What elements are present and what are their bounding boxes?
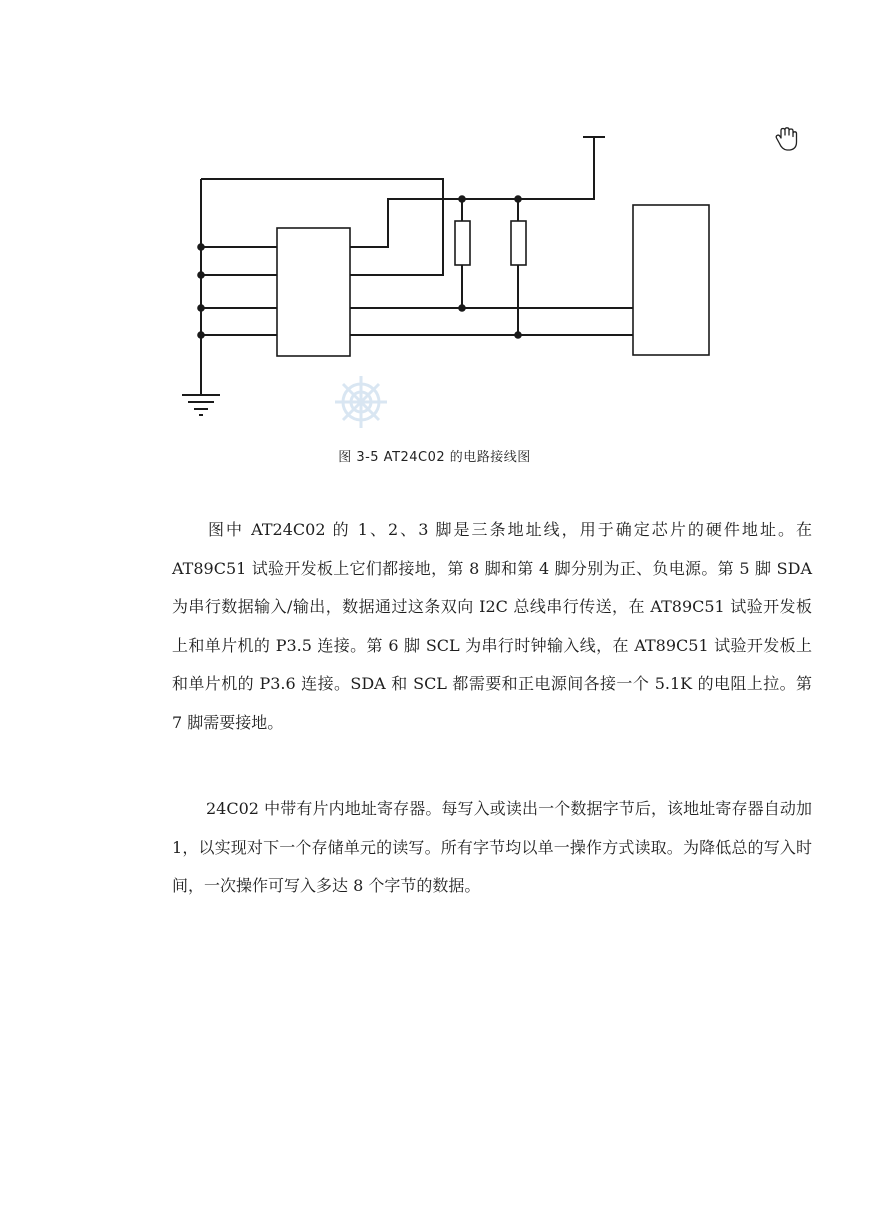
paragraph-address-register — [172, 790, 812, 906]
snowflake-watermark-icon — [335, 376, 387, 428]
junction-dot — [458, 195, 466, 203]
paragraph-text: 24C02 中带有片内地址寄存器。每写入或读出一个数据字节后，该地址寄存器自动加 1，以实现对下一个存储单元的读写。所有字节均以单一操作方式读取。为降低总的写入时间，一次操作可写入多达 8 个字节的数据。 — [172, 799, 812, 895]
circuit-diagram — [0, 0, 869, 430]
junction-dot — [197, 331, 205, 339]
junction-dot — [197, 271, 205, 279]
paragraph-pin-description — [172, 511, 812, 742]
hand-cursor-icon — [776, 128, 796, 150]
mcu-box — [633, 205, 709, 355]
figure-caption: 图 3-5 AT24C02 的电路接线图 — [338, 450, 531, 465]
junction-dot — [458, 304, 466, 312]
resistor-1 — [455, 221, 470, 265]
junction-dot — [197, 304, 205, 312]
paragraph-text: 图中 AT24C02 的 1、2、3 脚是三条地址线，用于确定芯片的硬件地址。在 AT89C51 试验开发板上它们都接地，第 8 脚和第 4 脚分别为正、负电源。第 5 脚 SDA 为串行数据输入/输出，数据通过这条双向 I2C 总线串行传送，在 AT89C51 试验开发板上和单片机的 P3.5 连接。第 6 脚 SCL 为串行时钟输入线，在 AT89C51 试验开发板上和单片机的 P3.6 连接。SDA 和 SCL 都需要和正电源间各接一个 5.1K 的电阻上拉。第 7 脚需要接地。 — [172, 520, 812, 732]
resistor-2 — [511, 221, 526, 265]
at24c02-chip-box — [277, 228, 350, 356]
junction-dot — [514, 331, 522, 339]
wire-power-rail — [350, 137, 594, 247]
junction-dot — [514, 195, 522, 203]
junction-dot — [197, 243, 205, 251]
